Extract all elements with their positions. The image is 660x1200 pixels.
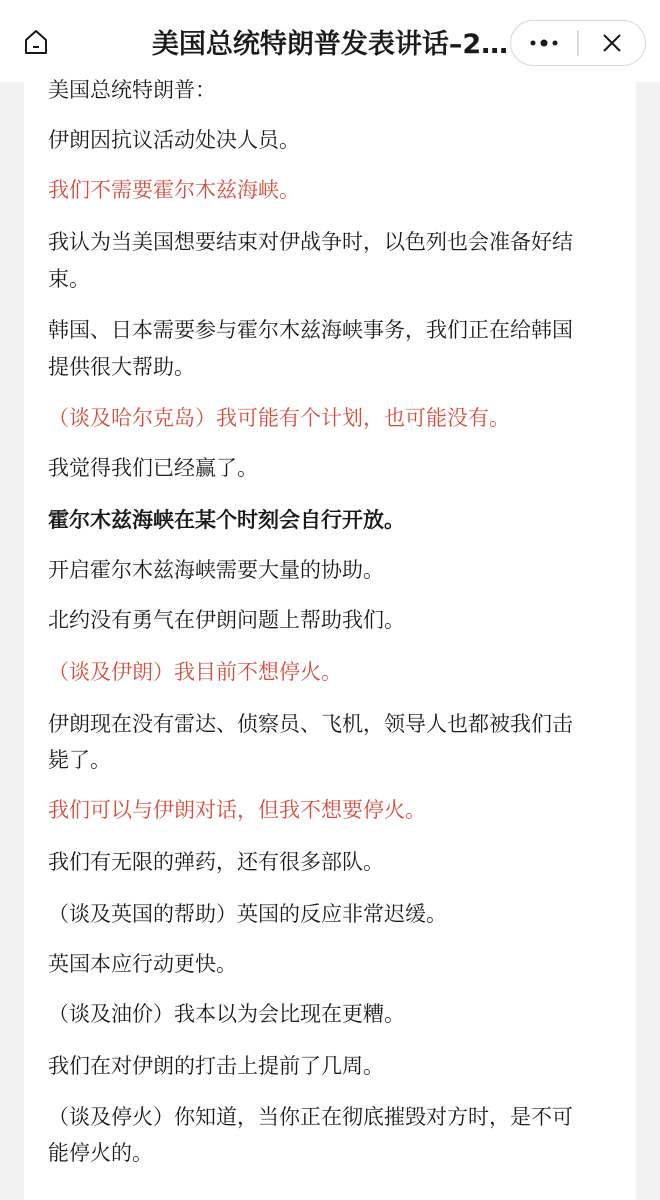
mini-program-capsule bbox=[510, 20, 646, 66]
home-icon bbox=[21, 27, 51, 57]
highlight-paragraph: 我们可以与伊朗对话，但我不想要停火。 bbox=[48, 798, 426, 822]
more-dots-icon bbox=[529, 38, 559, 48]
more-button[interactable] bbox=[511, 21, 577, 65]
page-title: 美国总统特朗普发表讲话–2… bbox=[151, 28, 509, 60]
bold-paragraph: 霍尔木兹海峡在某个时刻会自行开放。 bbox=[48, 508, 405, 532]
close-icon bbox=[601, 32, 623, 54]
paragraph: 我觉得我们已经赢了。 bbox=[48, 456, 258, 480]
paragraph: 开启霍尔木兹海峡需要大量的协助。 bbox=[48, 558, 384, 582]
paragraph-continued: 能停火的。 bbox=[48, 1141, 153, 1165]
paragraph-continued: 提供很大帮助。 bbox=[48, 355, 195, 379]
paragraph: 伊朗因抗议活动处决人员。 bbox=[48, 128, 300, 152]
paragraph: （谈及油价）我本以为会比现在更糟。 bbox=[48, 1002, 405, 1026]
highlight-paragraph: 我们不需要霍尔木兹海峡。 bbox=[48, 178, 300, 202]
highlight-paragraph: （谈及伊朗）我目前不想停火。 bbox=[48, 660, 342, 684]
paragraph: 我们在对伊朗的打击上提前了几周。 bbox=[48, 1054, 384, 1078]
close-button[interactable] bbox=[579, 21, 645, 65]
paragraph: 伊朗现在没有雷达、侦察员、飞机，领导人也都被我们击 bbox=[48, 712, 573, 736]
paragraph: 美国总统特朗普： bbox=[48, 78, 216, 102]
home-button[interactable] bbox=[20, 26, 52, 58]
paragraph: 我们有无限的弹药，还有很多部队。 bbox=[48, 850, 384, 874]
paragraph: （谈及停火）你知道，当你正在彻底摧毁对方时，是不可 bbox=[48, 1105, 573, 1129]
paragraph: （谈及英国的帮助）英国的反应非常迟缓。 bbox=[48, 902, 447, 926]
article-body bbox=[24, 70, 636, 1200]
highlight-paragraph: （谈及哈尔克岛）我可能有个计划，也可能没有。 bbox=[48, 406, 510, 430]
paragraph: 我认为当美国想要结束对伊战争时，以色列也会准备好结 bbox=[48, 230, 573, 254]
paragraph: 英国本应行动更快。 bbox=[48, 952, 237, 976]
paragraph-continued: 束。 bbox=[48, 267, 90, 291]
paragraph-continued: 毙了。 bbox=[48, 748, 111, 772]
paragraph: 北约没有勇气在伊朗问题上帮助我们。 bbox=[48, 608, 405, 632]
paragraph: 韩国、日本需要参与霍尔木兹海峡事务，我们正在给韩国 bbox=[48, 318, 573, 342]
